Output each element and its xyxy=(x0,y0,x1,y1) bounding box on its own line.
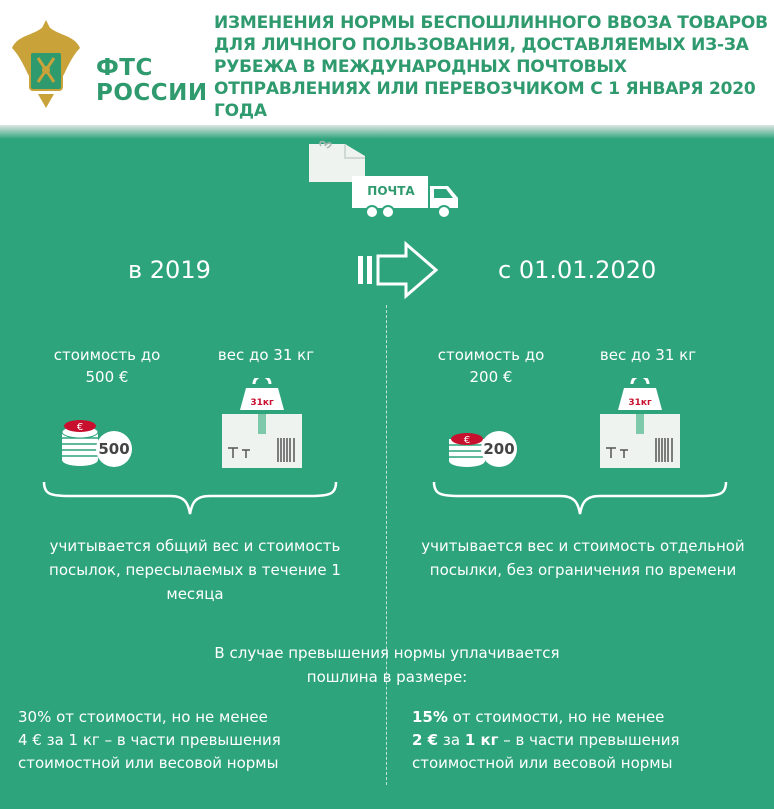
page-title: ИЗМЕНЕНИЯ НОРМЫ БЕСПОШЛИННОГО ВВОЗА ТОВАРОВ ДЛЯ ЛИЧНОГО ПОЛЬЗОВАНИЯ, ДОСТАВЛЯЕМЫХ ИЗ-ЗА РУБЕЖА В МЕЖДУНАРОДНЫХ ПОЧТОВЫХ ОТПРАВЛЕНИЯХ ИЛИ ПЕРЕВОЗЧИКОМ С 1 ЯНВАРЯ 2020 ГОДА xyxy=(214,13,768,121)
arrow-right-icon xyxy=(356,240,440,300)
duty-left-line1: 30% от стоимости, но не менее xyxy=(18,708,268,726)
cost-limit-left: стоимость до 500 € xyxy=(53,346,161,386)
duty-right-line1 xyxy=(412,706,767,729)
weighted-box-icon xyxy=(598,378,682,470)
brace-right xyxy=(430,478,730,518)
rule-description-right: учитывается вес и стоимость отдельной посылки, без ограничения по времени xyxy=(421,537,745,579)
year-2020: с 01.01.2020 xyxy=(498,256,657,284)
duty-right-line2 xyxy=(412,729,767,752)
weight-limit-right: вес до 31 кг xyxy=(599,346,697,364)
duty-right-line3: стоимостной или весовой нормы xyxy=(412,754,673,772)
duty-rate-left xyxy=(18,706,358,775)
org-name xyxy=(96,56,208,106)
duty-right-line2-rest: – в части превышения xyxy=(498,731,680,749)
duty-right-line1-rest: от стоимости, но не менее xyxy=(447,708,665,726)
box-weight-tag-right: 31кг xyxy=(628,398,652,408)
fts-emblem-icon xyxy=(8,18,84,110)
duty-right-percent: 15% xyxy=(412,708,448,726)
duty-right-mid: за xyxy=(438,731,465,749)
box-weight-tag-left: 31кг xyxy=(250,398,274,408)
org-name-line1: ФТС xyxy=(96,55,153,81)
center-divider xyxy=(386,305,387,785)
svg-text:€: € xyxy=(76,422,84,433)
coin-value-left: 500 xyxy=(96,431,132,467)
duty-left-line2: 4 € за 1 кг – в части превышения xyxy=(18,731,281,749)
duty-rate-right xyxy=(412,706,767,775)
weight-limit-left: вес до 31 кг xyxy=(217,346,315,364)
duty-right-unit: 1 кг xyxy=(464,731,499,749)
brace-left xyxy=(40,478,340,518)
weighted-box-icon xyxy=(220,378,304,470)
header-shadow xyxy=(0,125,774,139)
excess-note: В случае превышения нормы уплачивается пошлина в размере: xyxy=(214,644,560,686)
coin-value-right: 200 xyxy=(481,431,517,467)
svg-text:€: € xyxy=(463,435,471,446)
duty-right-amount: 2 € xyxy=(412,731,439,749)
org-name-line2: РОССИИ xyxy=(96,80,208,106)
year-2019: в 2019 xyxy=(128,256,211,284)
header xyxy=(0,0,774,125)
truck-label: ПОЧТА xyxy=(367,184,415,198)
rule-description-left: учитывается общий вес и стоимость посылок, пересылаемых в течение 1 месяца xyxy=(49,537,341,603)
cost-limit-right: стоимость до 200 € xyxy=(437,346,545,386)
duty-left-line3: стоимостной или весовой нормы xyxy=(18,754,279,772)
